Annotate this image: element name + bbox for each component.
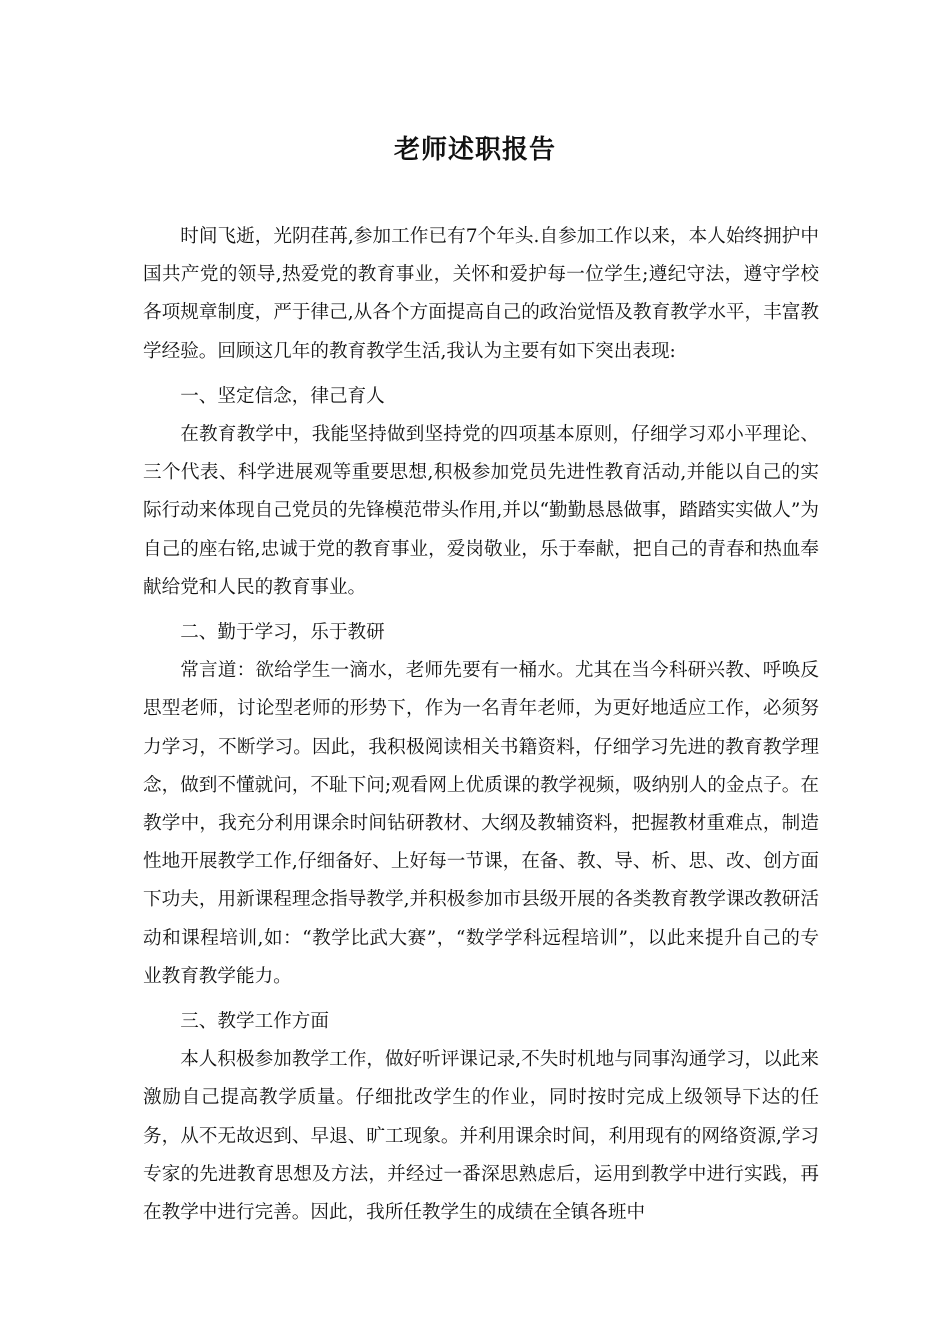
document-body [143, 218, 819, 1232]
document-title: 老师述职报告 [393, 135, 556, 165]
section-paragraph-2: 常言道：欲给学生一滴水，老师先要有一桶水。尤其在当今科研兴教、呼唤反思型老师，讨论型老师的形势下，作为一名青年老师，为更好地适应工作，必须努力学习，不断学习。因此，我积极阅读相关书籍资料，仔细学习先进的教育教学理念，做到不懂就问，不耻下问;观看网上优质课的教学视频，吸纳别人的金点子。在教学中，我充分利用课余时间钻研教材、大纲及教辅资料，把握教材重难点，制造性地开展教学工作,仔细备好、上好每一节课，在备、教、导、析、思、改、创方面下功夫，用新课程理念指导教学,并积极参加市县级开展的各类教育教学课改教研活动和课程培训,如：“教学比武大赛”，“数学学科远程培训”，以此来提升自己的专业教育教学能力。 [143, 660, 819, 987]
section-heading-1: 一、坚定信念，律己育人 [180, 385, 385, 407]
section-heading-3: 三、教学工作方面 [180, 1011, 329, 1033]
intro-paragraph: 时间飞逝，光阴荏苒,参加工作已有7个年头.自参加工作以来，本人始终拥护中国共产党的领导,热爱党的教育事业，关怀和爱护每一位学生;遵纪守法，遵守学校各项规章制度，严于律己,从各个方面提高自己的政治觉悟及教育教学水平，丰富教学经验。回顾这几年的教育教学生活,我认为主要有如下突出表现: [143, 226, 819, 362]
section-paragraph-1: 在教育教学中，我能坚持做到坚持党的四项基本原则，仔细学习邓小平理论、三个代表、科学进展观等重要思想,积极参加党员先进性教育活动,并能以自己的实际行动来体现自己党员的先锋模范带头作用,并以“勤勤恳恳做事，踏踏实实做人”为自己的座右铭,忠诚于党的教育事业，爱岗敬业，乐于奉献，把自己的青春和热血奉献给党和人民的教育事业。 [143, 424, 819, 598]
section-paragraph-3: 本人积极参加教学工作，做好听评课记录,不失时机地与同事沟通学习，以此来激励自己提高教学质量。仔细批改学生的作业，同时按时完成上级领导下达的任务，从不无故迟到、早退、旷工现象。并利用课余时间，利用现有的网络资源,学习专家的先进教育思想及方法，并经过一番深思熟虑后，运用到教学中进行实践，再在教学中进行完善。因此，我所任教学生的成绩在全镇各班中 [143, 1049, 819, 1224]
section-heading-2: 二、勤于学习，乐于教研 [180, 622, 385, 644]
